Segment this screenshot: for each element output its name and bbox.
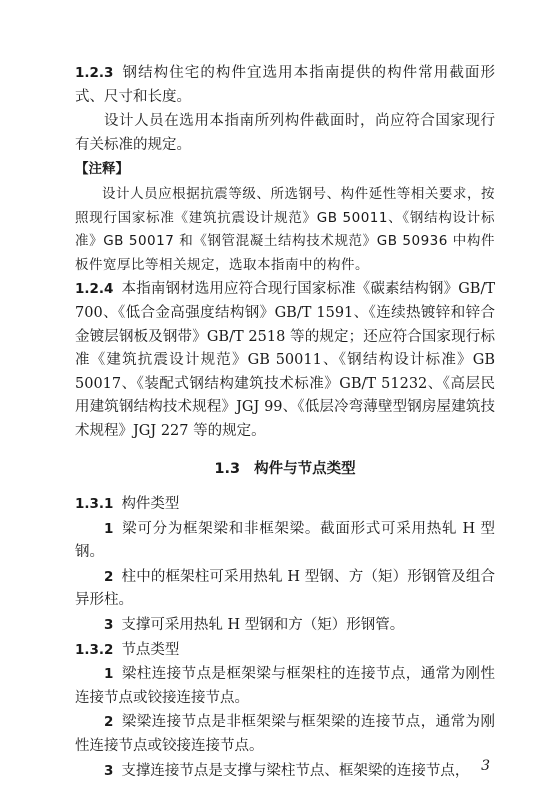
section-title: 构件与节点类型 (254, 460, 356, 477)
clause-number: 1.3.1 (75, 496, 114, 513)
list-item (75, 614, 495, 638)
note-text: 设计人员应根据抗震等级、所选钢号、构件延性等相关要求，按照现行国家标准《建筑抗震设计规范》GB 50011、《钢结构设计标准》GB 50017 和《钢管混凝土结构技术规范》GB 50936 中构件板件宽厚比等相关规定，选取本指南中的构件。 (75, 185, 495, 273)
clause-title: 节点类型 (121, 641, 180, 658)
page-content (75, 62, 495, 783)
list-item (75, 711, 495, 758)
item-text: 支撑可采用热轧 H 型钢和方（矩）形钢管。 (121, 617, 405, 634)
item-text: 支撑连接节点是支撑与梁柱节点、框架梁的连接节点， (121, 762, 470, 779)
item-number: 3 (104, 762, 114, 779)
list-item (75, 518, 495, 565)
clause-1-2-3-paragraph-2: 设计人员在选用本指南所列构件截面时，尚应符合国家现行有关标准的规定。 (75, 113, 495, 153)
clause-text: 本指南钢材选用应符合现行国家标准《碳素结构钢》GB/T 700、《低合金高强度结构钢》GB/T 1591、《连续热镀锌和锌合金镀层钢板及钢带》GB/T 2518 等的规定；还应符合国家现行标准《建筑抗震设计规范》GB 50011、《钢结构设计标准》GB 50017、《装配式钢结构建筑技术标准》GB/T 51232、《高层民用建筑钢结构技术规程》JGJ 99、《低层冷弯薄壁型钢房屋建筑技术规程》JGJ 227 等的规定。 (75, 281, 495, 439)
page-number: 3 (481, 758, 490, 774)
clause-1-2-4 (75, 278, 495, 443)
item-text: 梁梁连接节点是非框架梁与框架梁的连接节点，通常为刚性连接节点或铰接连接节点。 (75, 714, 495, 755)
section-heading (75, 458, 495, 482)
section-number: 1.3 (214, 460, 241, 477)
clause-1-3-2 (75, 639, 495, 663)
item-text: 梁柱连接节点是框架梁与框架柱的连接节点，通常为刚性连接节点或铰接连接节点。 (75, 666, 495, 706)
note-heading: 【注释】 (75, 161, 129, 178)
list-item (75, 663, 495, 710)
clause-number: 1.2.4 (75, 281, 114, 298)
clause-number: 1.2.3 (75, 65, 114, 81)
item-text: 柱中的框架柱可采用热轧 H 型钢、方（矩）形钢管及组合异形柱。 (75, 568, 495, 609)
item-number: 3 (104, 617, 114, 634)
clause-1-3-1 (75, 493, 495, 517)
item-number: 2 (104, 714, 114, 731)
list-item (75, 566, 495, 613)
item-number: 1 (104, 666, 114, 683)
list-item (75, 760, 495, 784)
item-text: 梁可分为框架梁和非框架梁。截面形式可采用热轧 H 型钢。 (75, 520, 495, 561)
item-number: 2 (104, 568, 114, 585)
clause-number: 1.3.2 (75, 641, 114, 658)
clause-1-2-3 (75, 62, 495, 109)
item-number: 1 (104, 520, 114, 537)
clause-text: 钢结构住宅的构件宜选用本指南提供的构件常用截面形式、尺寸和长度。 (75, 65, 495, 105)
clause-title: 构件类型 (121, 496, 180, 513)
